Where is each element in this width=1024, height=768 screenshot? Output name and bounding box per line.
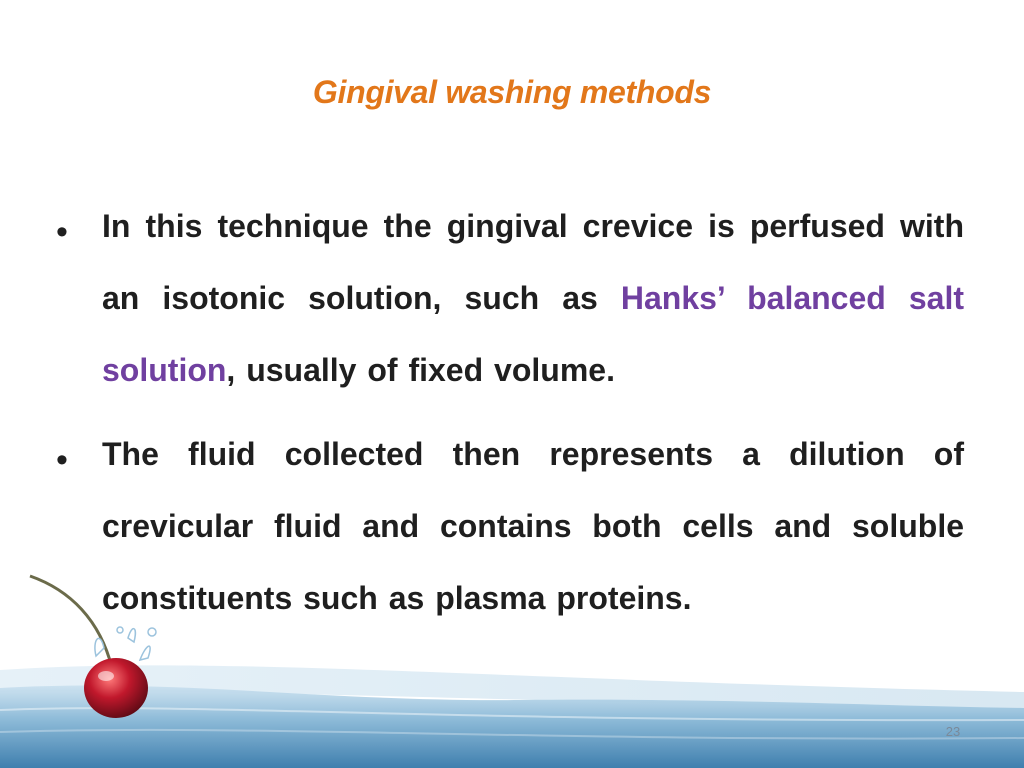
cherry-stem xyxy=(30,576,112,668)
bullet-dot-icon: • xyxy=(56,213,68,251)
bullet-text xyxy=(102,190,964,406)
bullet-text: The fluid collected then represents a dilution of crevicular fluid and contains both cells and soluble constituents such as plasma proteins. xyxy=(102,436,964,616)
bullet-dot-icon: • xyxy=(56,441,68,479)
bullet-text-start: In this technique the gingival crevice is perfused with an isotonic solution, such as xyxy=(102,208,964,316)
bullet-text-end: , usually of fixed volume. xyxy=(226,352,615,388)
slide-title: Gingival washing methods xyxy=(312,74,712,110)
highlighted-term: Hanks’ balanced salt solution xyxy=(102,280,965,388)
bullet-item xyxy=(54,190,964,406)
cherry xyxy=(84,658,148,718)
water-wave-decoration xyxy=(0,560,1024,768)
page-number: 23 xyxy=(945,724,961,739)
